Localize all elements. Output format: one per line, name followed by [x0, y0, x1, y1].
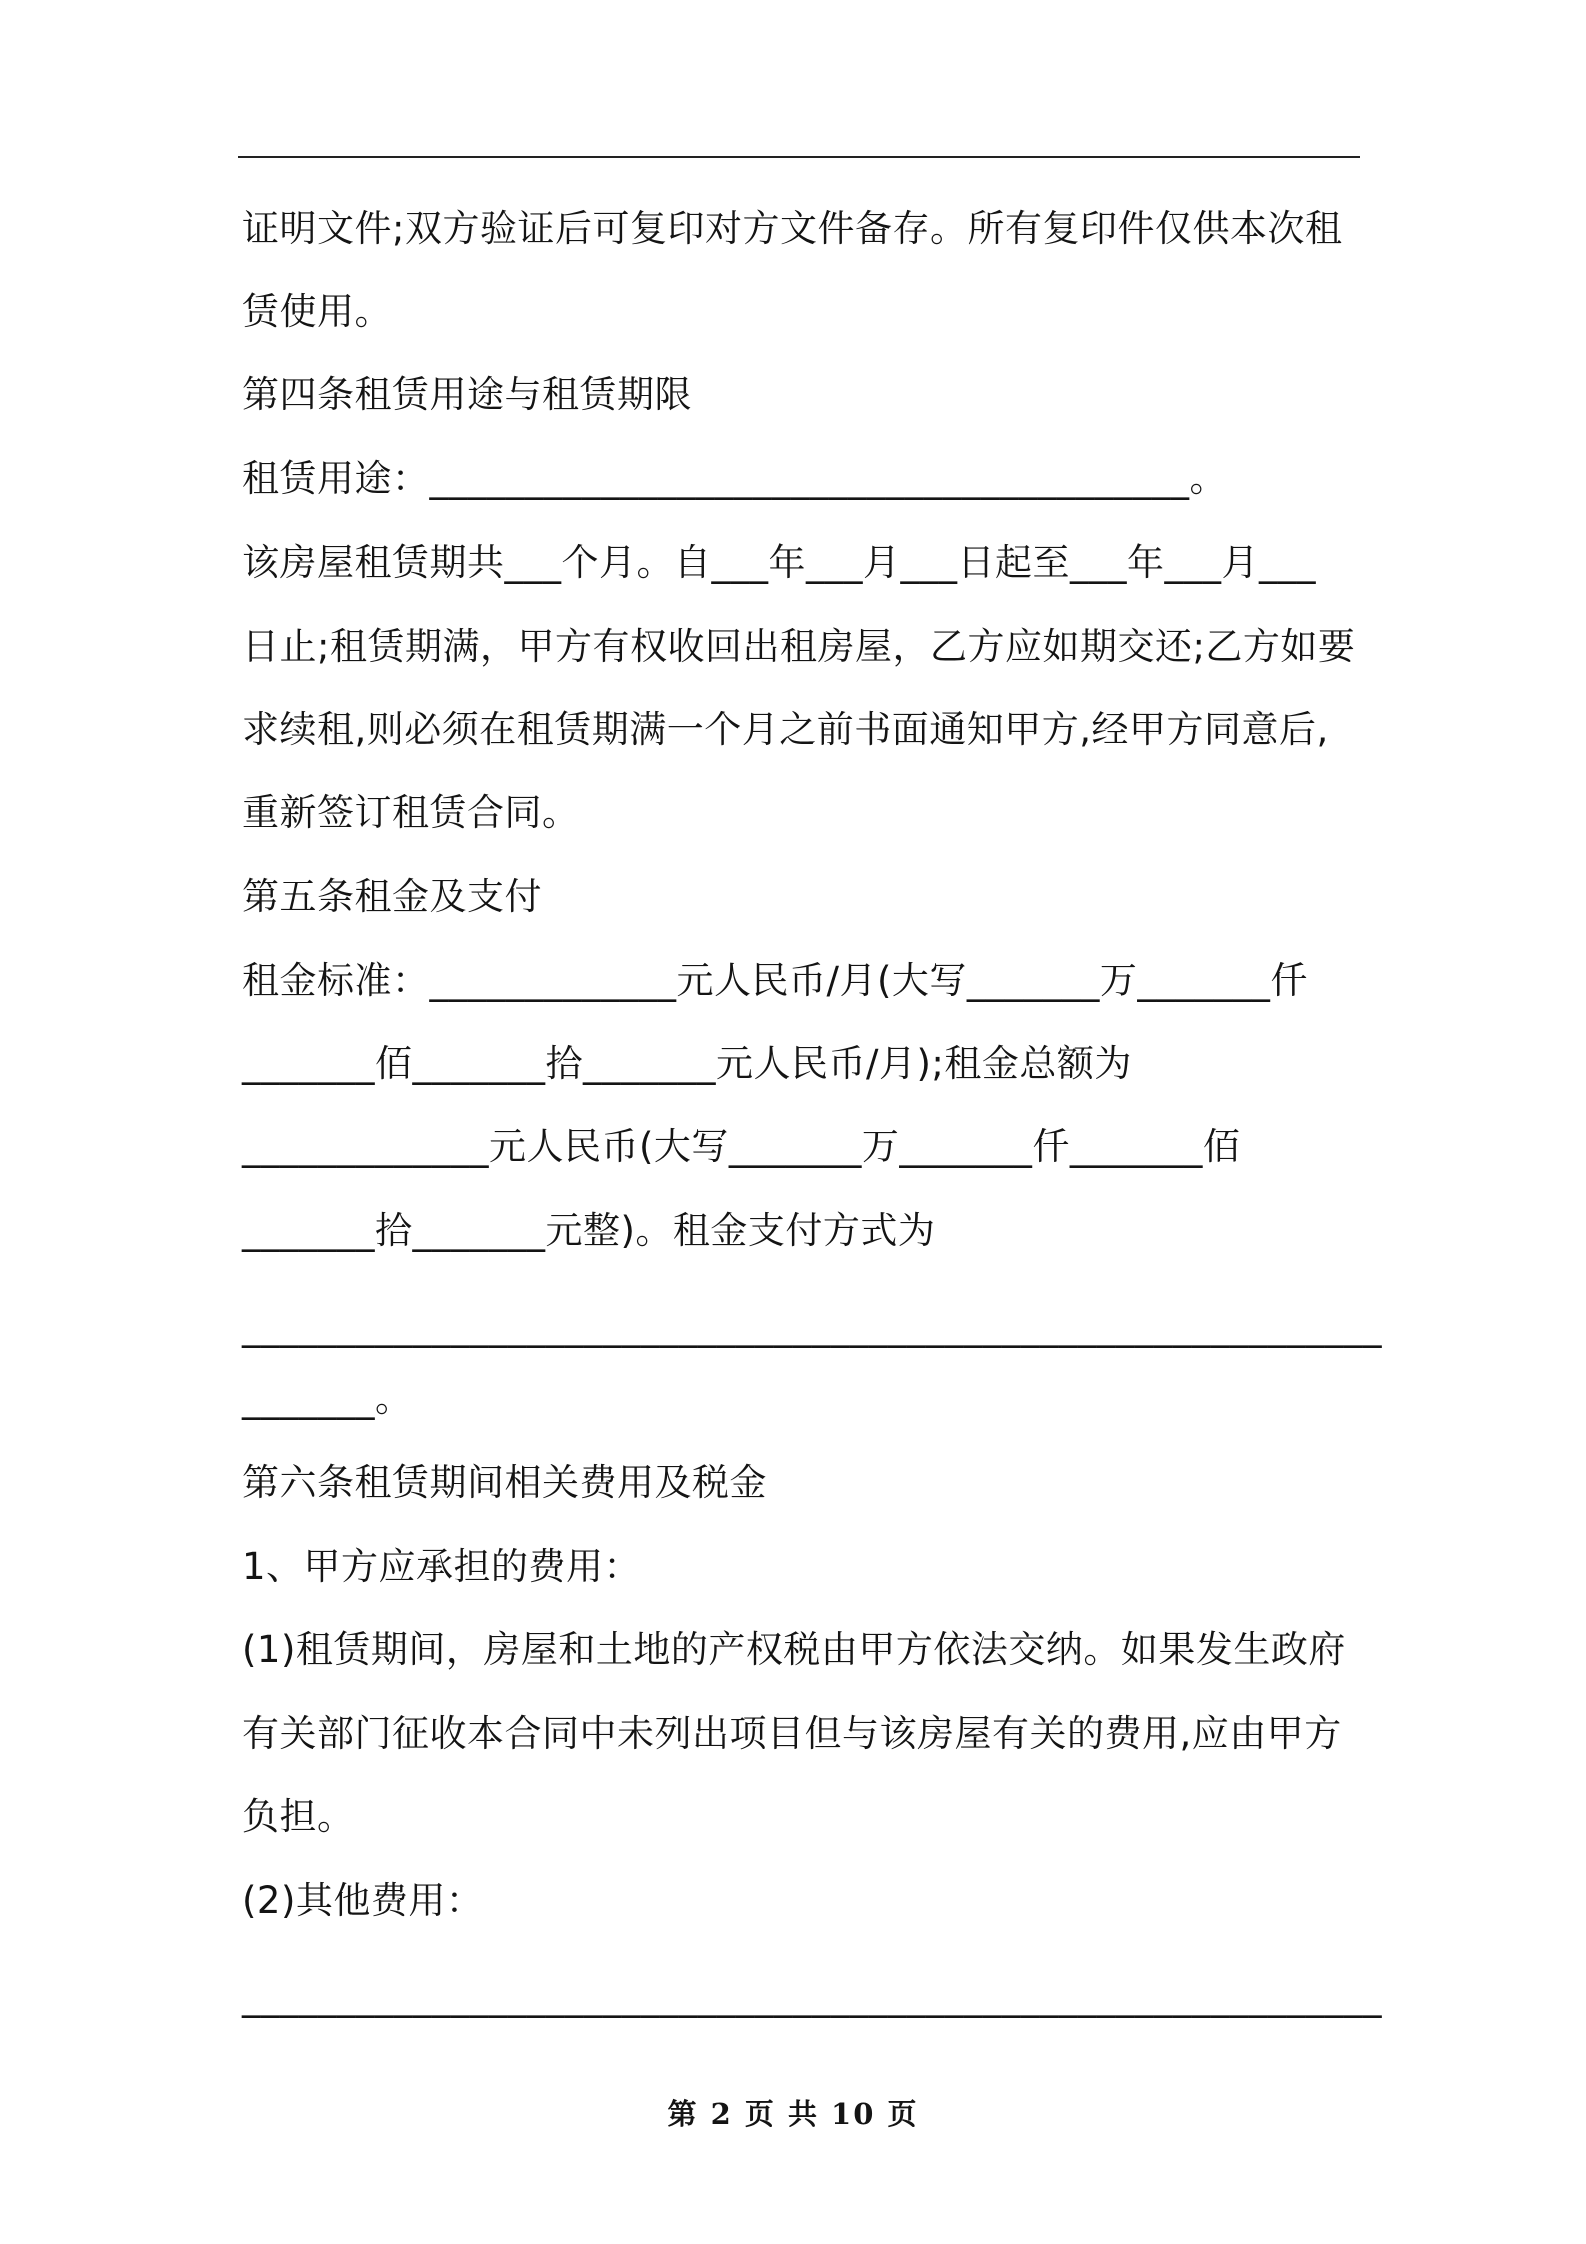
body-text-line: 该房屋租赁期共___个月。自___年___月___日起至___年___月___	[242, 541, 1316, 584]
body-text-line: 负担。	[242, 1795, 355, 1838]
header-rule	[238, 156, 1360, 158]
body-text-line: 求续租,则必须在租赁期满一个月之前书面通知甲方,经甲方同意后,	[242, 708, 1329, 751]
other-fees-blank: ____________________________________________________________	[242, 1975, 1382, 2018]
body-text-line: _____________元人民币(大写_______万_______仟_______佰	[242, 1125, 1241, 1168]
body-text-line: _______拾_______元整)。租金支付方式为	[242, 1209, 936, 1252]
section-heading-article-5: 第五条租金及支付	[242, 875, 542, 918]
body-text-line: 日止;租赁期满，甲方有权收回出租房屋，乙方应如期交还;乙方如要	[242, 625, 1356, 668]
rent-standard-field: 租金标准：_____________元人民币/月(大写_______万_______仟	[242, 959, 1308, 1002]
body-text-line: _______佰_______拾_______元人民币/月);租金总额为	[242, 1042, 1132, 1085]
section-heading-article-6: 第六条租赁期间相关费用及税金	[242, 1461, 767, 1504]
body-text-line: _______。	[242, 1377, 413, 1420]
body-text-line: 证明文件;双方验证后可复印对方文件备存。所有复印件仅供本次租	[242, 207, 1343, 250]
section-heading-article-4: 第四条租赁用途与租赁期限	[242, 373, 692, 416]
body-text-line: 赁使用。	[242, 290, 392, 333]
page-number: 第 2 页 共 10 页	[667, 2097, 919, 2131]
lease-purpose-field: 租赁用途：________________________________________。	[242, 457, 1227, 500]
list-item: (2)其他费用：	[242, 1879, 484, 1922]
payment-method-blank: ____________________________________________________________	[242, 1305, 1382, 1348]
body-text-line: 有关部门征收本合同中未列出项目但与该房屋有关的费用,应由甲方	[242, 1712, 1342, 1755]
body-text-line: 重新签订租赁合同。	[242, 791, 580, 834]
list-item: 1、甲方应承担的费用：	[242, 1545, 642, 1588]
body-text-line: (1)租赁期间，房屋和土地的产权税由甲方依法交纳。如果发生政府	[242, 1628, 1346, 1671]
